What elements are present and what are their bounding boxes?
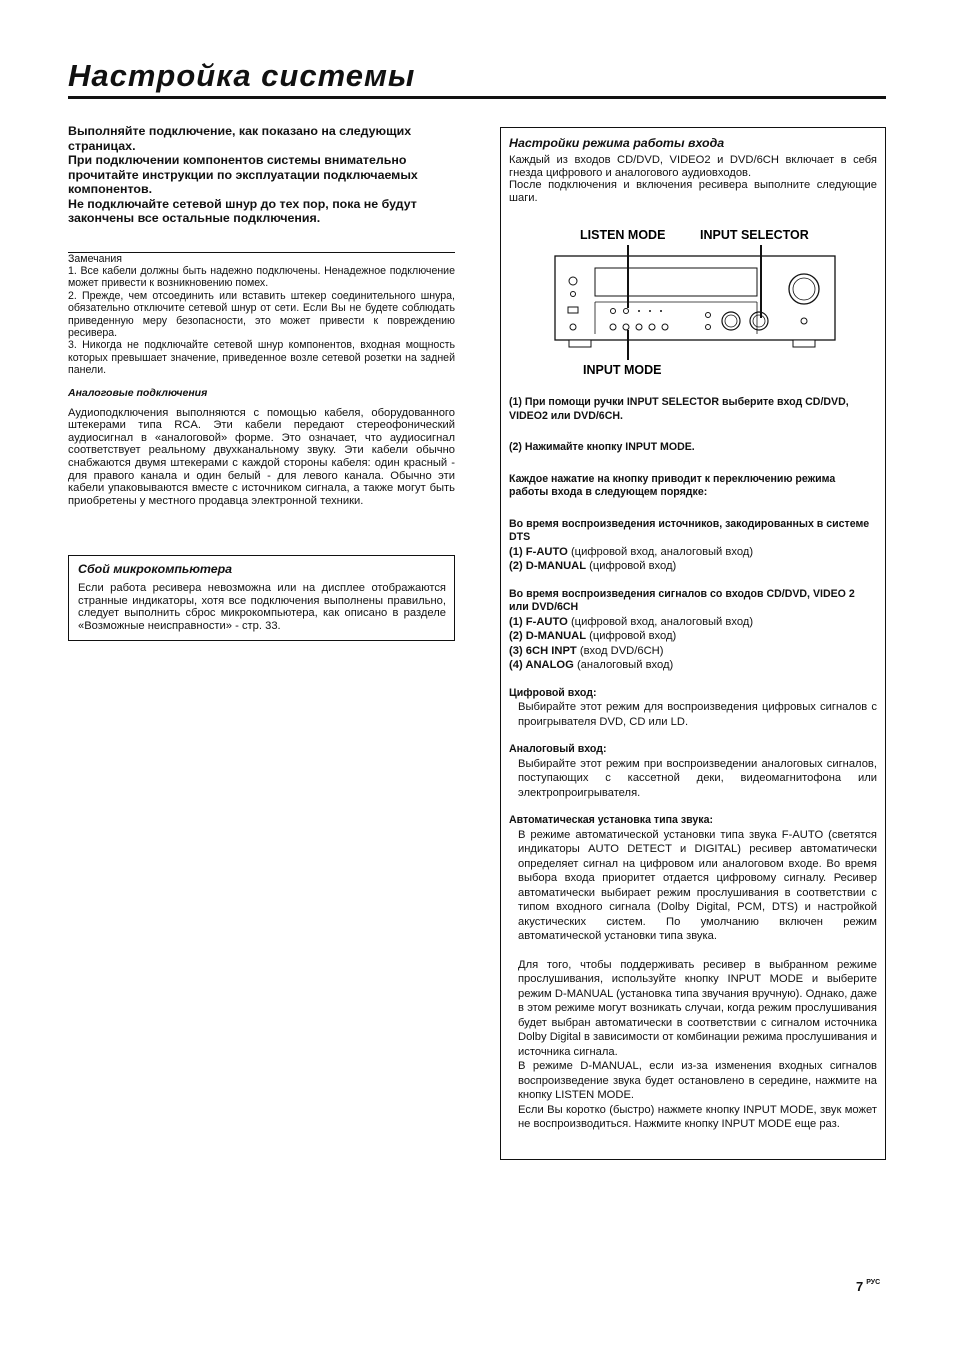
input-mode-intro: После подключения и включения ресивера выполните следующие шаги. xyxy=(509,179,877,204)
short-press-text: Если Вы коротко (быстро) нажмете кнопку INPUT MODE, звук может не воспроизводиться. Нажмите кнопку INPUT MODE еще раз. xyxy=(518,1103,877,1131)
label-input-mode: INPUT MODE xyxy=(583,363,662,377)
left-column xyxy=(68,124,455,507)
microcomputer-box xyxy=(68,555,455,641)
digital-heading: Цифровой вход: xyxy=(509,686,597,699)
foot xyxy=(569,340,591,347)
label-input-selector: INPUT SELECTOR xyxy=(700,228,809,243)
keep-mode-text: Для того, чтобы поддерживать ресивер в выбранном режиме прослушивания, используйте кнопку INPUT MODE и выберите режим D-MANUAL (установка типа звучания вручную). Однако, даже в этом режиме могут возникать случаи, когда режим прослушивания будет выбран автоматически в соответствии с сигналом источника Dolby Digital в зависимости от комбинации режима прослушивания и источника сигнала. xyxy=(518,958,877,1058)
page-number: 7 $^{РУС}$ xyxy=(856,1279,881,1294)
receiver-illustration xyxy=(509,226,877,376)
intro-line: При подключении компонентов системы внимательно прочитайте инструкции по эксплуатации подключаемых компонентов. xyxy=(68,153,418,196)
input-mode-title: Настройки режима работы входа xyxy=(509,136,725,150)
title-rule xyxy=(68,96,886,99)
receiver-front-panel-diagram xyxy=(509,226,877,376)
intro-block xyxy=(68,124,455,226)
panel-dot xyxy=(638,310,640,312)
analog-section-title: Аналоговые подключения xyxy=(68,386,208,399)
d-manual-text: В режиме D-MANUAL, если из-за изменения входных сигналов воспроизведение звука будет остановлено в середине, нажмите на кнопку LISTEN MODE. xyxy=(518,1060,877,1102)
label-listen-mode: LISTEN MODE xyxy=(580,228,666,243)
note-item: 3. Никогда не подключайте сетевой шнур компонентов, входная мощность которых превышает значение, приведенное возле сетевой розетки на задней панели. xyxy=(68,339,455,377)
input-mode-intro: Каждый из входов CD/DVD, VIDEO2 и DVD/6CH включает в себя гнезда цифрового и аналогового аудиовходов. xyxy=(509,154,877,179)
auto-text: В режиме автоматической установки типа звука F-AUTO (светятся индикаторы AUTO DETECT и DIGITAL) ресивер автоматически определяет сигнал на цифровом или аналоговом входе. Во время выбора входа приоритет отдается цифровому сигналу. Ресивер автоматически выбирает режим прослушивания в соответствии с типом входного сигнала (Dolby Digital, PCM, DTS) и настройкой акустических систем. По умолчанию включен режим автоматической установки типа звука. xyxy=(518,828,877,943)
dts-heading: Во время воспроизведения источников, закодированных в системе DTS xyxy=(509,517,870,544)
note-item: 1. Все кабели должны быть надежно подключены. Ненадежное подключение может привести к возникновению помех. xyxy=(68,264,455,290)
dts-item: (2) D-MANUAL (цифровой вход) xyxy=(509,560,677,573)
intro-line: Выполняйте подключение, как показано на следующих страницах. xyxy=(68,124,412,153)
dts-item: (1) F-AUTO (цифровой вход, аналоговый вход) xyxy=(509,545,754,558)
note-item: 2. Прежде, чем отсоединить или вставить штекер соединительного шнура, обязательно отключите сетевой шнур от сети. Если Вы не будете соблюдать приведенную меру безопасности, это может привести к повреждению ресивера. xyxy=(68,289,455,339)
analog-text: Выбирайте этот режим при воспроизведении аналоговых сигналов, поступающих с кассетной деки, видеомагнитофона или электропроигрывателя. xyxy=(518,757,877,799)
notes-block xyxy=(68,253,455,377)
cd-item: (2) D-MANUAL (цифровой вход) xyxy=(509,630,677,643)
cd-heading: Во время воспроизведения сигналов со входов CD/DVD, VIDEO 2 или DVD/6CH xyxy=(509,587,855,614)
cd-item: (1) F-AUTO (цифровой вход, аналоговый вход) xyxy=(509,615,754,628)
notes-title: Замечания xyxy=(68,252,123,265)
page-lang: РУС xyxy=(866,1279,881,1286)
cd-item: (4) ANALOG (аналоговый вход) xyxy=(509,659,674,672)
cd-item: (3) 6CH INPT (вход DVD/6CH) xyxy=(509,644,664,657)
intro-line: Не подключайте сетевой шнур до тех пор, пока не будут закончены все остальные подключения. xyxy=(68,196,417,225)
digital-text: Выбирайте этот режим для воспроизведения цифровых сигналов с проигрывателя DVD, CD или LD. xyxy=(518,701,877,728)
input-mode-box xyxy=(500,127,886,1160)
microcomputer-box-title: Сбой микрокомпьютера xyxy=(78,562,233,576)
receiver-body xyxy=(555,256,835,340)
panel-dot xyxy=(649,310,651,312)
step-1: (1) При помощи ручки INPUT SELECTOR выберите вход CD/DVD, VIDEO2 или DVD/6CH. xyxy=(509,396,849,422)
foot xyxy=(793,340,815,347)
panel-dot xyxy=(660,310,662,312)
auto-heading: Автоматическая установка типа звука: xyxy=(509,814,713,827)
analog-section-text: Аудиоподключения выполняются с помощью кабеля, оборудованного штекерами типа RCA. Эти кабели передают стереофонический аудиосигнал в «аналоговой» форме. Это означает, что аудиосигнал соответствует реальному двухканальному звуку. Эти кабели обычно снабжаются двумя штекерами с каждой стороны кабеля: один красный - для правого канала и один белый - для левого канала. Обычно эти кабели упаковываются вместе с источником сигнала, а также могут быть приобретены у местного продавца электронной техники. xyxy=(68,406,455,507)
page-title: Настройка системы xyxy=(68,58,416,93)
microcomputer-box-text: Если работа ресивера невозможна или на дисплее отображаются странные индикаторы, хотя все подключения выполнены правильно, следует выполнить сброс микрокомпьютера, как описано в разделе «Возможные неисправности» - стр. 33. xyxy=(78,582,446,632)
analog-heading: Аналоговый вход: xyxy=(509,743,607,756)
step-2: (2) Нажимайте кнопку INPUT MODE. xyxy=(509,441,695,454)
each-press-text: Каждое нажатие на кнопку приводит к переключению режима работы входа в следующем порядке: xyxy=(509,472,836,499)
